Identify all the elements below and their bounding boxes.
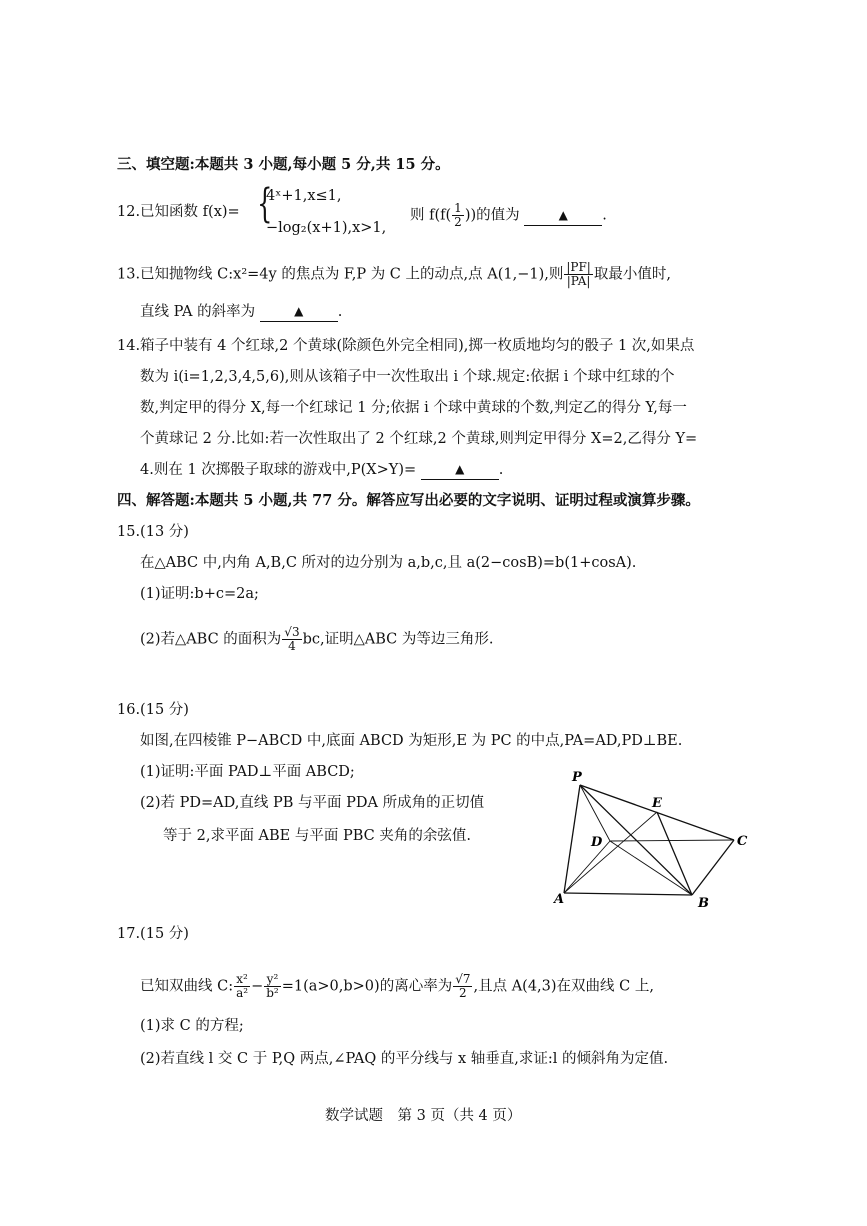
- q14-end: .: [498, 462, 504, 478]
- q13-line1: [117, 261, 671, 288]
- q12-half-num: 1: [454, 201, 462, 215]
- q13-answer-blank[interactable]: [260, 301, 338, 322]
- page-footer: 数学试题 第 3 页（共 4 页）: [325, 1108, 522, 1124]
- q15-frac-num: √3: [284, 625, 300, 639]
- q12-brace: {: [257, 181, 273, 227]
- q13-line1-b: 取最小值时,: [593, 266, 671, 283]
- q12-half: [452, 202, 464, 229]
- q14-line5-text: 4.则在 1 次掷骰子取球的游戏中,P(X>Y)=: [140, 462, 417, 478]
- q12-case1: 4ˣ+1,x≤1,: [266, 188, 342, 204]
- q12-case2: −log₂(x+1),x>1,: [266, 220, 387, 236]
- q13-line2-text: 直线 PA 的斜率为: [140, 304, 256, 320]
- q15-stem: 在△ABC 中,内角 A,B,C 所对的边分别为 a,b,c,且 a(2−cosB)=b(1+cosA).: [140, 555, 637, 571]
- edge-db: [610, 841, 692, 895]
- q16-stem: 如图,在四棱锥 P−ABCD 中,底面 ABCD 为矩形,E 为 PC 的中点,PA=AD,PD⊥BE.: [140, 733, 683, 749]
- q13-line2: [140, 302, 342, 323]
- edge-ae: [564, 812, 657, 893]
- q12-tail-a: 则 f(f(: [410, 207, 452, 224]
- edge-bc: [692, 840, 734, 895]
- q12-half-den: 2: [454, 215, 462, 229]
- q13-frac-den: |PA|: [566, 274, 591, 288]
- q14-answer-blank[interactable]: [421, 459, 499, 480]
- q13-fraction: [564, 261, 593, 288]
- q13-end: .: [337, 304, 343, 320]
- label-d: D: [591, 835, 603, 850]
- q12-tail-b: ))的值为: [464, 207, 520, 224]
- label-e: E: [652, 796, 662, 811]
- q14-line5: [140, 460, 503, 481]
- q15-part2: [140, 626, 493, 653]
- q16-part2-line1: (2)若 PD=AD,直线 PB 与平面 PDA 所成角的正切值: [140, 795, 485, 811]
- q17-part1: (1)求 C 的方程;: [140, 1018, 244, 1034]
- q15-fraction: [282, 626, 301, 653]
- q14-line4: 个黄球记 2 分.比如:若一次性取出了 2 个红球,2 个黄球,则判定甲得分 X=2,乙得分 Y=: [140, 431, 698, 447]
- label-b: B: [698, 896, 709, 910]
- q17-y2-den: b²: [266, 986, 279, 1000]
- pyramid-figure: [552, 765, 757, 910]
- q15-part2-b: bc,证明△ABC 为等边三角形.: [302, 631, 494, 648]
- q17-stem: [140, 973, 654, 1000]
- section4-heading: 四、解答题:本题共 5 小题,共 77 分。解答应写出必要的文字说明、证明过程或演算步骤。: [117, 492, 700, 509]
- q13-mark: ▲: [294, 304, 304, 318]
- q14-mark: ▲: [455, 462, 465, 476]
- q17-minus: −: [251, 978, 264, 995]
- q15-part1: (1)证明:b+c=2a;: [140, 586, 259, 602]
- q17-e-frac: [453, 973, 472, 1000]
- q13-frac-num: |PF|: [566, 260, 591, 274]
- q16-title: 16.(15 分): [117, 702, 189, 718]
- edge-dc: [610, 840, 734, 841]
- q17-stem-b: =1(a>0,b>0)的离心率为: [281, 978, 453, 995]
- q17-stem-a: 已知双曲线 C:: [140, 978, 234, 995]
- q12-mark: ▲: [558, 207, 568, 222]
- edge-ab: [564, 893, 692, 895]
- q17-x2-den: a²: [236, 986, 249, 1000]
- q17-e-den: 2: [459, 986, 467, 1000]
- label-a: A: [554, 892, 565, 907]
- q17-part2: (2)若直线 l 交 C 于 P,Q 两点,∠PAQ 的平分线与 x 轴垂直,求证:l 的倾斜角为定值.: [140, 1051, 669, 1067]
- q14-line1: 14.箱子中装有 4 个红球,2 个黄球(除颜色外完全相同),掷一枚质地均匀的骰子 1 次,如果点: [117, 338, 695, 354]
- q12-tail: [410, 202, 607, 229]
- q12-end: .: [602, 207, 607, 224]
- q17-title: 17.(15 分): [117, 926, 189, 942]
- q15-part2-a: (2)若△ABC 的面积为: [140, 631, 282, 648]
- q17-e-num: √7: [455, 972, 471, 986]
- q12-answer-blank[interactable]: [524, 205, 602, 226]
- q14-line2: 数为 i(i=1,2,3,4,5,6),则从该箱子中一次性取出 i 个球.规定:依据 i 个球中红球的个: [140, 369, 675, 385]
- label-c: C: [737, 834, 748, 849]
- q15-frac-den: 4: [288, 639, 296, 653]
- q17-stem-c: ,且点 A(4,3)在双曲线 C 上,: [473, 978, 654, 995]
- q14-line3: 数,判定甲的得分 X,每一个红球记 1 分;依据 i 个球中黄球的个数,判定乙的得分 Y,每一: [140, 400, 687, 416]
- edge-pd: [580, 785, 610, 841]
- q12-lead: 12.已知函数 f(x)=: [117, 204, 240, 220]
- label-p: P: [572, 770, 582, 785]
- edge-pa: [564, 785, 580, 893]
- q15-title: 15.(13 分): [117, 524, 189, 540]
- section3-heading: 三、填空题:本题共 3 小题,每小题 5 分,共 15 分。: [117, 156, 450, 173]
- q17-x2-frac: [234, 973, 250, 1000]
- q17-y2-num: y²: [264, 973, 281, 987]
- edge-be: [657, 812, 692, 895]
- q17-x2-num: x²: [234, 973, 250, 987]
- q13-line1-a: 13.已知抛物线 C:x²=4y 的焦点为 F,P 为 C 上的动点,点 A(1,−1),则: [117, 266, 564, 283]
- q16-part2-line2: 等于 2,求平面 ABE 与平面 PBC 夹角的余弦值.: [163, 828, 471, 844]
- q17-y2-frac: [264, 973, 281, 1000]
- q16-part1: (1)证明:平面 PAD⊥平面 ABCD;: [140, 764, 355, 780]
